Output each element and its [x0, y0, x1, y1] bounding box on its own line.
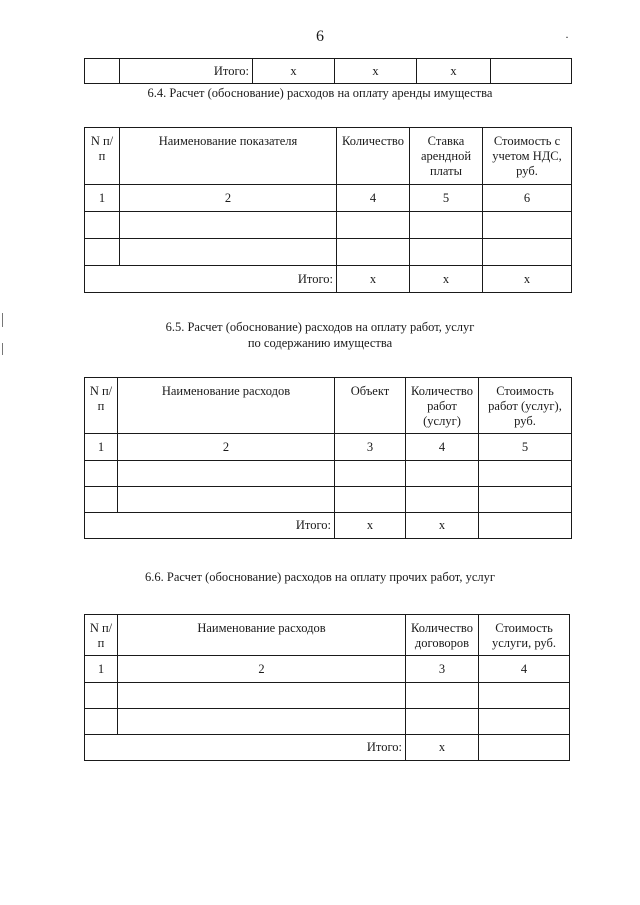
column-number: 1 [85, 434, 118, 461]
table-cell [85, 59, 120, 84]
column-header: Наименование расходов [118, 378, 335, 434]
column-number: 3 [406, 656, 479, 683]
table-total-row [85, 735, 570, 761]
column-header: N п/п [85, 378, 118, 434]
table-row [85, 212, 572, 239]
table-header-row [85, 378, 572, 434]
table-cell: x [483, 266, 572, 293]
rent-table [84, 127, 572, 293]
column-header: Количество работ (услуг) [406, 378, 479, 434]
column-header: Ставка арендной платы [410, 128, 483, 185]
table-cell: x [335, 513, 406, 539]
table-cell [479, 735, 570, 761]
column-number: 4 [479, 656, 570, 683]
column-number: 5 [479, 434, 572, 461]
table-number-row [85, 185, 572, 212]
table-cell: x [410, 266, 483, 293]
column-number: 2 [120, 185, 337, 212]
table-row [85, 683, 570, 709]
other-services-table [84, 614, 570, 761]
table-total-row [85, 266, 572, 293]
table-cell: x [253, 59, 335, 84]
table-cell [491, 59, 572, 84]
table-header-row [85, 128, 572, 185]
table-cell: x [406, 735, 479, 761]
table-cell: x [417, 59, 491, 84]
section-title: 6.4. Расчет (обоснование) расходов на оплату аренды имущества [147, 86, 493, 100]
column-header: Количество [337, 128, 410, 185]
table-cell: x [337, 266, 410, 293]
column-number: 6 [483, 185, 572, 212]
column-header: Стоимость с учетом НДС, руб. [483, 128, 572, 185]
column-number: 1 [85, 656, 118, 683]
table-number-row [85, 434, 572, 461]
total-label: Итого: [120, 59, 253, 84]
column-number: 5 [410, 185, 483, 212]
table-row [85, 709, 570, 735]
table-number-row [85, 656, 570, 683]
table-row [85, 487, 572, 513]
table-cell [479, 513, 572, 539]
total-label: Итого: [85, 735, 406, 761]
scan-speck: · [565, 30, 569, 44]
section-title-line2: по содержанию имущества [247, 336, 393, 350]
column-number: 2 [118, 656, 406, 683]
column-number: 3 [335, 434, 406, 461]
table-cell: x [406, 513, 479, 539]
column-header: Наименование показателя [120, 128, 337, 185]
table-header-row [85, 615, 570, 656]
column-header: N п/п [85, 615, 118, 656]
column-header: N п/п [85, 128, 120, 185]
table-row [85, 239, 572, 266]
table-row [85, 59, 572, 84]
column-header: Стоимость работ (услуг), руб. [479, 378, 572, 434]
total-label: Итого: [85, 266, 337, 293]
page-number: 6 [316, 28, 324, 45]
continued-table-total [84, 58, 572, 84]
section-title: 6.5. Расчет (обоснование) расходов на оплату работ, услуг [165, 320, 475, 334]
section-title: 6.6. Расчет (обоснование) расходов на оплату прочих работ, услуг [145, 570, 495, 584]
total-label: Итого: [85, 513, 335, 539]
column-header: Объект [335, 378, 406, 434]
table-total-row [85, 513, 572, 539]
column-header: Стоимость услуги, руб. [479, 615, 570, 656]
table-row [85, 461, 572, 487]
maintenance-table [84, 377, 572, 539]
column-number: 4 [406, 434, 479, 461]
column-header: Количество договоров [406, 615, 479, 656]
table-cell: x [335, 59, 417, 84]
column-number: 2 [118, 434, 335, 461]
column-number: 4 [337, 185, 410, 212]
column-number: 1 [85, 185, 120, 212]
column-header: Наименование расходов [118, 615, 406, 656]
